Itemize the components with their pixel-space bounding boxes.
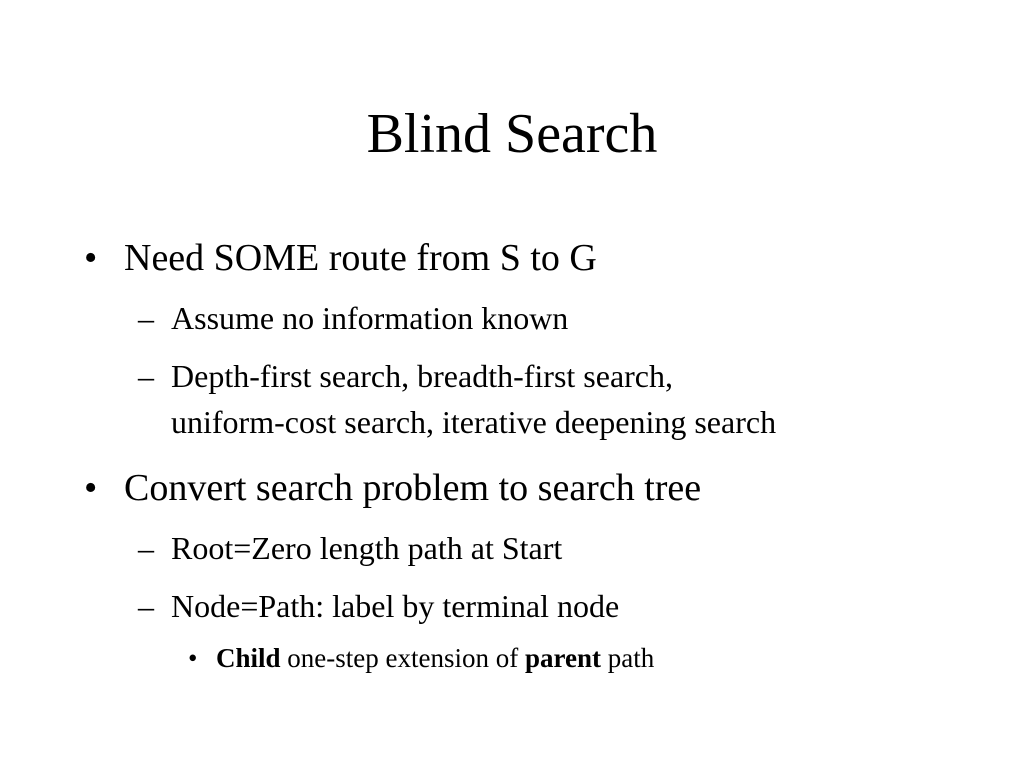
dash-marker: – [138,588,154,624]
dash-marker: – [138,358,154,394]
bullet-text: Convert search problem to search tree [124,467,702,509]
bullet-marker: • [188,643,198,673]
bullet-text-line1: Depth-first search, breadth-first search, [171,358,673,394]
bullet-text: Need SOME route from S to G [124,237,597,279]
slide-title: Blind Search [366,103,658,165]
dash-marker: – [138,530,154,566]
bullet-marker: • [84,237,98,279]
bullet-text-end: path [601,643,655,673]
bold-term-parent: parent [524,643,601,673]
bullet-text: Node=Path: label by terminal node [171,588,620,624]
dash-marker: – [138,300,154,336]
bullet-text: Root=Zero length path at Start [171,530,563,566]
bullet-marker: • [84,467,98,509]
bold-term-child: Child [216,643,281,673]
bullet-text: Assume no information known [171,300,569,336]
bullet-text-mid: one-step extension of [280,643,525,673]
bullet-text [216,641,654,675]
bullet-text-line2: uniform-cost search, iterative deepening search [171,404,777,440]
